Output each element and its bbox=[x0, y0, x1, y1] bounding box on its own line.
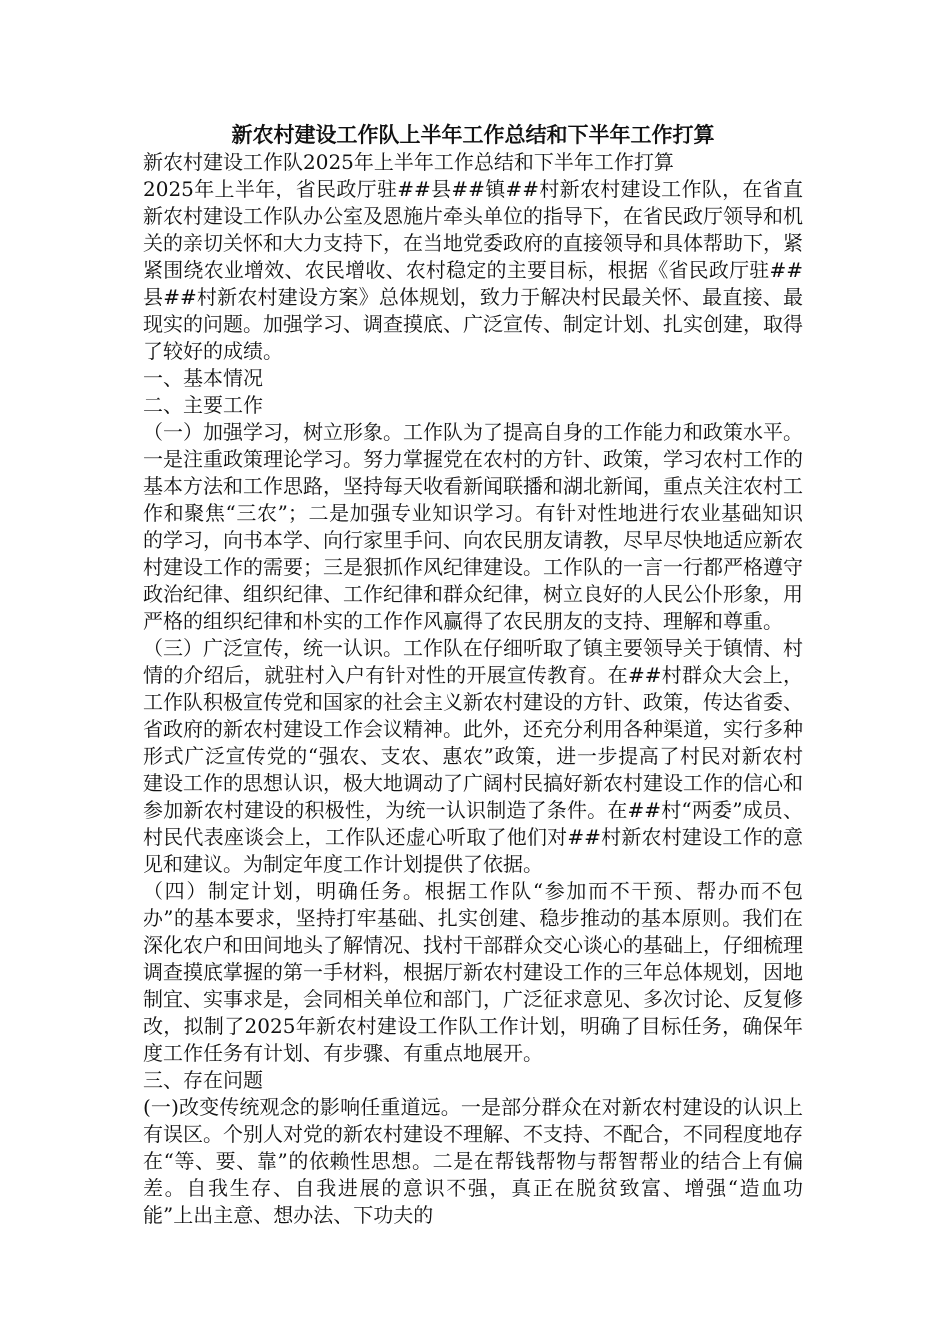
paragraph-planning: （四）制定计划，明确任务。根据工作队“参加而不干预、帮办而不包办”的基本要求，坚持打牢基础、扎实创建、稳步推动的基本原则。我们在深化农户和田间地头了解情况、找村干部群众交心谈心的基础上，仔细梳理调查摸底掌握的第一手材料，根据厅新农村建设工作的三年总体规划，因地制宜、实事求是，会同相关单位和部门，广泛征求意见、多次讨论、反复修改，拟制了2025年新农村建设工作队工作计划，明确了目标任务，确保年度工作任务有计划、有步骤、有重点地展开。 bbox=[143, 879, 803, 1065]
section-heading-main-work: 二、主要工作 bbox=[143, 393, 263, 417]
paragraph-publicity: （三）广泛宣传，统一认识。工作队在仔细听取了镇主要领导关于镇情、村情的介绍后，就驻村入户有针对性的开展宣传教育。在##村群众大会上，工作队积极宣传党和国家的社会主义新农村建设的方针、政策，传达省委、省政府的新农村建设工作会议精神。此外，还充分利用各种渠道，实行多种形式广泛宣传党的“强农、支农、惠农”政策，进一步提高了村民对新农村建设工作的思想认识，极大地调动了广阔村民搞好新农村建设工作的信心和参加新农村建设的积极性，为统一认识制造了条件。在##村“两委”成员、村民代表座谈会上，工作队还虚心听取了他们对##村新农村建设工作的意见和建议。为制定年度工作计划提供了依据。 bbox=[143, 636, 803, 876]
document-body bbox=[143, 120, 803, 1229]
section-heading-problems: 三、存在问题 bbox=[143, 1068, 263, 1092]
document-title: 新农村建设工作队上半年工作总结和下半年工作打算 bbox=[231, 122, 715, 147]
section-heading-basic-situation: 一、基本情况 bbox=[143, 366, 263, 390]
paragraph-problems: (一)改变传统观念的影响任重道远。一是部分群众在对新农村建设的认识上有误区。个别人对党的新农村建设不理解、不支持、不配合，不同程度地存在“等、要、靠”的依赖性思想。二是在帮钱帮物与帮智帮业的结合上有偏差。自我生存、自我进展的意识不强，真正在脱贫致富、增强“造血功能”上出主意、想办法、下功夫的 bbox=[143, 1095, 803, 1227]
intro-paragraph: 2025年上半年，省民政厅驻##县##镇##村新农村建设工作队，在省直新农村建设工作队办公室及恩施片牵头单位的指导下，在省民政厅领导和机关的亲切关怀和大力支持下，在当地党委政府的直接领导和具体帮助下，紧紧围绕农业增效、农民增收、农村稳定的主要目标，根据《省民政厅驻##县##村新农村建设方案》总体规划，致力于解决村民最关怀、最直接、最现实的问题。加强学习、调查摸底、广泛宣传、制定计划、扎实创建，取得了较好的成绩。 bbox=[143, 177, 803, 363]
paragraph-study: （一）加强学习，树立形象。工作队为了提高自身的工作能力和政策水平。一是注重政策理论学习。努力掌握党在农村的方针、政策，学习农村工作的基本方法和工作思路，坚持每天收看新闻联播和湖北新闻，重点关注农村工作和聚焦“三农”；二是加强专业知识学习。有针对性地进行农业基础知识的学习，向书本学、向行家里手问、向农民朋友请教，尽早尽快地适应新农村建设工作的需要；三是狠抓作风纪律建设。工作队的一言一行都严格遵守政治纪律、组织纪律、工作纪律和群众纪律，树立良好的人民公仆形象，用严格的组织纪律和朴实的工作作风赢得了农民朋友的支持、理解和尊重。 bbox=[143, 420, 803, 633]
document-subtitle: 新农村建设工作队2025年上半年工作总结和下半年工作打算 bbox=[143, 150, 674, 174]
